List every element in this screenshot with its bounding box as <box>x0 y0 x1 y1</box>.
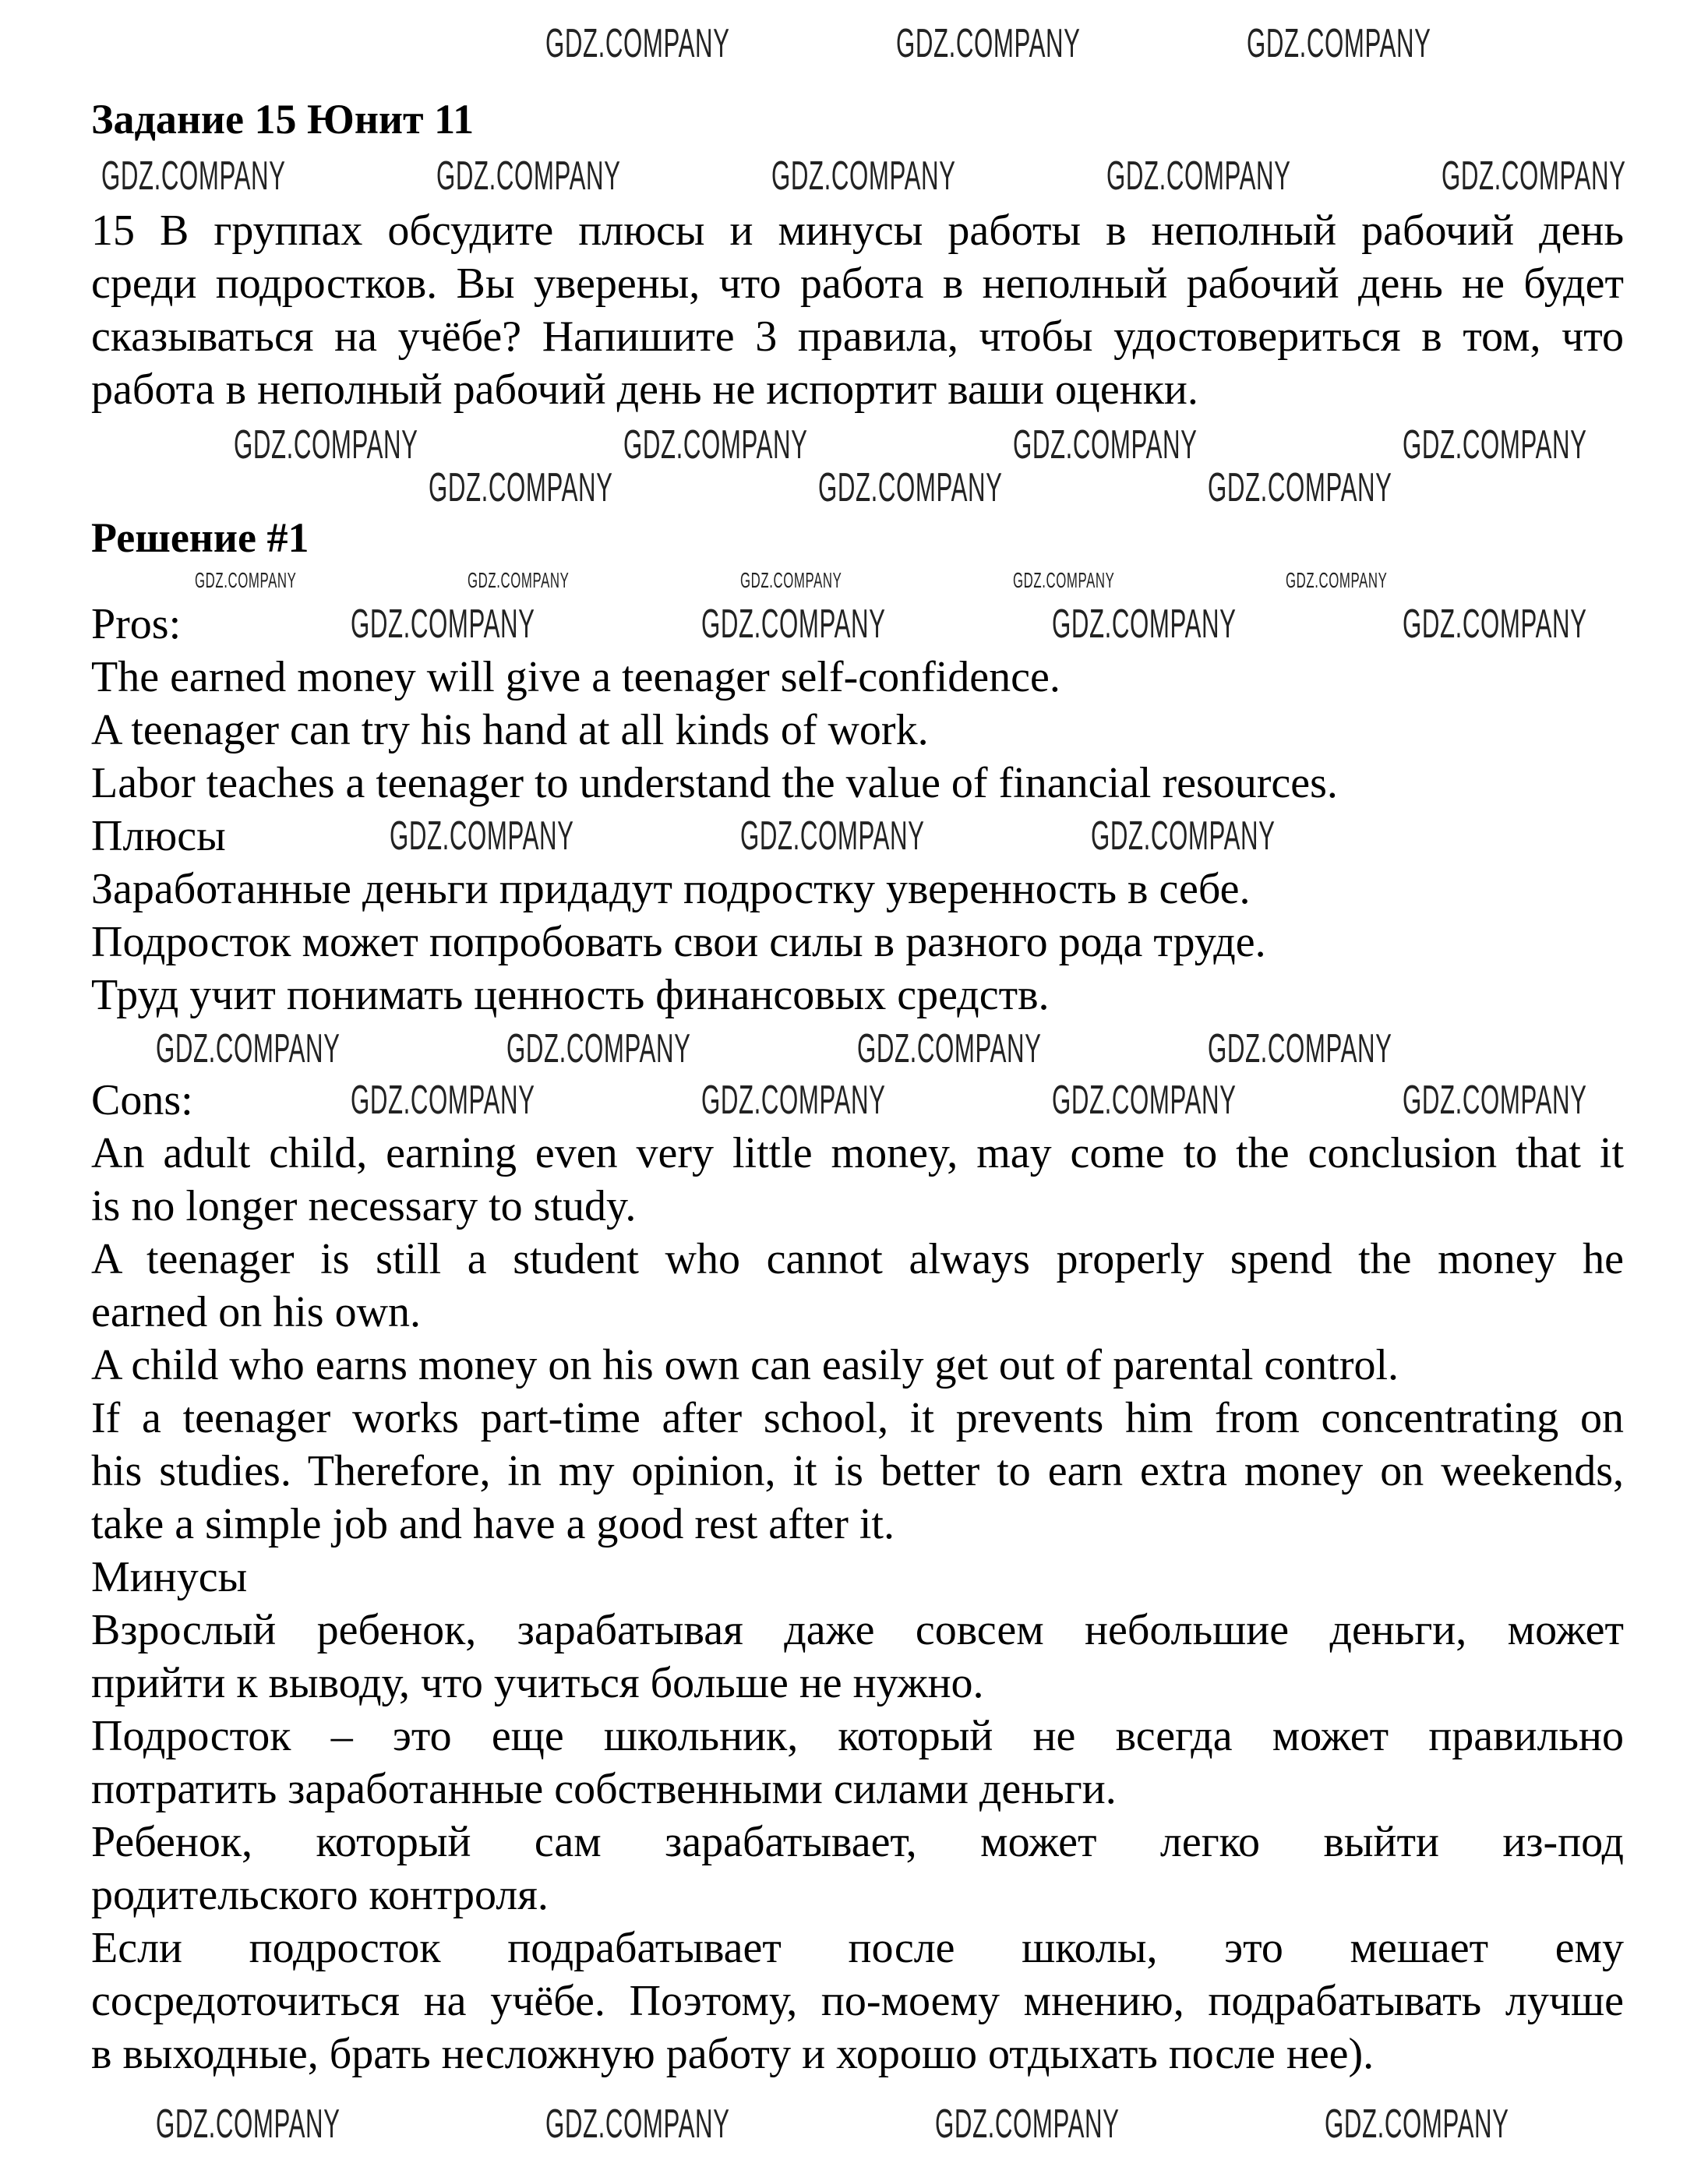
watermark: GDZ.COMPANY <box>1208 1026 1392 1071</box>
pros-section <box>91 598 1624 1022</box>
text-line: take a simple job and have a good rest after it. <box>91 1500 895 1548</box>
watermark: GDZ.COMPANY <box>1247 21 1431 66</box>
watermark: GDZ.COMPANY <box>429 465 613 510</box>
watermark: GDZ.COMPANY <box>1208 465 1392 510</box>
text-line: Минусы <box>91 1553 248 1601</box>
watermark: GDZ.COMPANY <box>701 1078 886 1123</box>
watermark: GDZ.COMPANY <box>351 1078 535 1123</box>
watermark: GDZ.COMPANY <box>1052 602 1237 647</box>
watermark: GDZ.COMPANY <box>740 568 842 592</box>
watermark: GDZ.COMPANY <box>234 422 418 468</box>
text-line: Труд учит понимать ценность финансовых средств. <box>91 971 1050 1019</box>
solution-heading: Решение #1 <box>91 514 309 561</box>
watermark: GDZ.COMPANY <box>156 1026 341 1071</box>
watermark: GDZ.COMPANY <box>740 813 925 859</box>
watermark: GDZ.COMPANY <box>1286 568 1388 592</box>
watermark: GDZ.COMPANY <box>545 21 730 66</box>
text-line: Ребенок, который сам зарабатывает, может легко выйти из-под <box>91 1818 1624 1866</box>
watermark: GDZ.COMPANY <box>935 2102 1120 2147</box>
watermark: GDZ.COMPANY <box>1091 813 1276 859</box>
watermark: GDZ.COMPANY <box>506 1026 691 1071</box>
page-title: Задание 15 Юнит 11 <box>91 96 475 143</box>
text-line: his studies. Therefore, in my opinion, it is better to earn extra money on weekends, <box>91 1447 1624 1495</box>
watermark: GDZ.COMPANY <box>1106 154 1291 199</box>
text-line: Подросток – это еще школьник, который не всегда может правильно <box>91 1712 1624 1760</box>
text-line: работа в неполный рабочий день не испортит ваши оценки. <box>91 365 1198 414</box>
text-line: earned on his own. <box>91 1288 422 1336</box>
text-line: Подросток может попробовать свои силы в разного рода труде. <box>91 918 1266 966</box>
text-line: Pros: <box>91 600 182 648</box>
watermark: GDZ.COMPANY <box>101 154 286 199</box>
text-line: Плюсы <box>91 812 226 860</box>
text-line: Labor teaches a teenager to understand the value of financial resources. <box>91 759 1338 807</box>
watermark: GDZ.COMPANY <box>1442 154 1626 199</box>
text-line: Заработанные деньги придадут подростку уверенность в себе. <box>91 865 1251 913</box>
watermark: GDZ.COMPANY <box>436 154 621 199</box>
text-line: сказываться на учёбе? Напишите 3 правила, чтобы удостовериться в том, что <box>91 312 1624 361</box>
watermark: GDZ.COMPANY <box>623 422 808 468</box>
text-line: A teenager can try his hand at all kinds of work. <box>91 706 929 754</box>
text-line: потратить заработанные собственными силами деньги. <box>91 1765 1117 1813</box>
text-line: 15 В группах обсудите плюсы и минусы работы в неполный рабочий день <box>91 206 1624 255</box>
cons-section <box>91 1074 1624 2080</box>
text-line: прийти к выводу, что учиться больше не нужно. <box>91 1659 984 1707</box>
text-line: Cons: <box>91 1076 193 1124</box>
text-line: в выходные, брать несложную работу и хорошо отдыхать после нее). <box>91 2030 1375 2078</box>
watermark: GDZ.COMPANY <box>1403 422 1587 468</box>
watermark: GDZ.COMPANY <box>156 2102 341 2147</box>
watermark: GDZ.COMPANY <box>701 602 886 647</box>
text-line: A child who earns money on his own can easily get out of parental control. <box>91 1341 1399 1389</box>
text-line: If a teenager works part-time after school, it prevents him from concentrating on <box>91 1394 1624 1442</box>
text-line: is no longer necessary to study. <box>91 1182 637 1230</box>
watermark: GDZ.COMPANY <box>818 465 1003 510</box>
watermark: GDZ.COMPANY <box>1403 1078 1587 1123</box>
text-line: An adult child, earning even very little money, may come to the conclusion that it <box>91 1129 1624 1177</box>
watermark: GDZ.COMPANY <box>351 602 535 647</box>
watermark: GDZ.COMPANY <box>195 568 297 592</box>
watermark: GDZ.COMPANY <box>1013 422 1198 468</box>
watermark: GDZ.COMPANY <box>545 2102 730 2147</box>
text-line: The earned money will give a teenager self-confidence. <box>91 653 1060 701</box>
watermark: GDZ.COMPANY <box>771 154 956 199</box>
text-line: сосредоточиться на учёбе. Поэтому, по-моему мнению, подрабатывать лучше <box>91 1977 1624 2025</box>
text-line: родительского контроля. <box>91 1871 549 1919</box>
watermark: GDZ.COMPANY <box>857 1026 1042 1071</box>
watermark: GDZ.COMPANY <box>1052 1078 1237 1123</box>
watermark: GDZ.COMPANY <box>896 21 1081 66</box>
watermark: GDZ.COMPANY <box>1325 2102 1509 2147</box>
watermark: GDZ.COMPANY <box>1403 602 1587 647</box>
task-text <box>91 204 1624 416</box>
text-line: A teenager is still a student who cannot always properly spend the money he <box>91 1235 1624 1283</box>
watermark: GDZ.COMPANY <box>390 813 574 859</box>
text-line: среди подростков. Вы уверены, что работа в неполный рабочий день не будет <box>91 259 1624 308</box>
watermark: GDZ.COMPANY <box>1013 568 1115 592</box>
text-line: Если подросток подрабатывает после школы, это мешает ему <box>91 1924 1624 1972</box>
text-line: Взрослый ребенок, зарабатывая даже совсем небольшие деньги, может <box>91 1606 1624 1654</box>
watermark: GDZ.COMPANY <box>468 568 570 592</box>
